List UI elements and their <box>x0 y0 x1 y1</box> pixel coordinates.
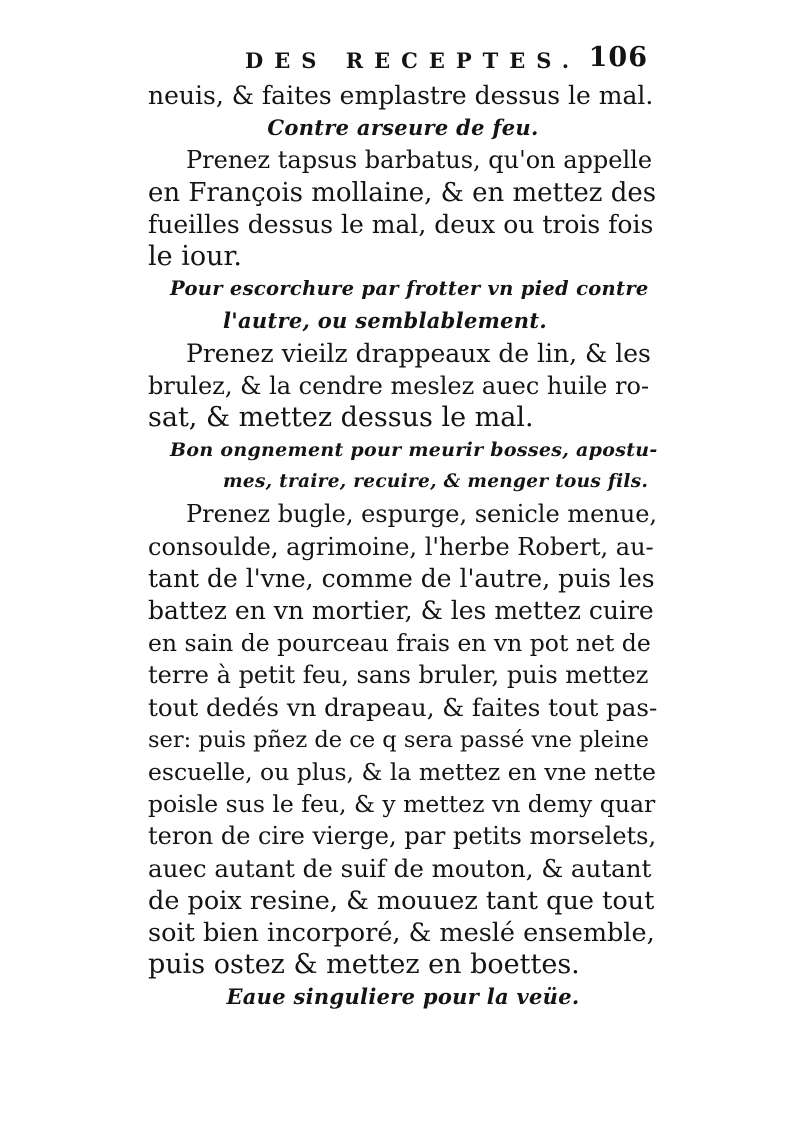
text-line: neuis, & faites emplastre dessus le mal. <box>148 81 654 110</box>
page-header <box>140 42 660 82</box>
section-heading: Contre arseure de feu. <box>267 115 539 141</box>
section-heading: Pour escorchure par frotter vn pied contre <box>170 277 649 301</box>
text-line: ser: puis pñez de ce q sera passé vne pleine <box>148 726 649 753</box>
body-text <box>148 80 658 1013</box>
text-line: poisle sus le feu, & y mettez vn demy quar <box>148 790 656 819</box>
text-line: teron de cire vierge, par petits morselets, <box>148 822 657 851</box>
text-line: brulez, & la cendre meslez auec huile ro- <box>148 371 650 400</box>
page-number: 106 <box>588 42 648 73</box>
section-heading: Eaue singuliere pour la veüe. <box>226 984 580 1010</box>
text-line: auec autant de suif de mouton, & autant <box>148 853 652 883</box>
running-head: DES RECEPTES. <box>245 48 581 73</box>
text-line: tant de l'vne, comme de l'autre, puis les <box>148 563 655 593</box>
text-line: escuelle, ou plus, & la mettez en vne nette <box>148 757 656 786</box>
text-line: Prenez bugle, espurge, senicle menue, <box>186 500 658 529</box>
section-heading-continued: l'autre, ou semblablement. <box>223 308 547 334</box>
text-line: Prenez vieilz drappeaux de lin, & les <box>186 338 651 368</box>
text-line: en François mollaine, & en mettez des <box>148 177 657 208</box>
text-line: tout dedés vn drapeau, & faites tout pas- <box>148 692 658 722</box>
section-heading: Bon ongnement pour meurir bosses, apostu- <box>170 439 658 462</box>
text-line: Prenez tapsus barbatus, qu'on appelle <box>186 146 653 175</box>
text-line: soit bien incorporé, & meslé ensemble, <box>148 917 655 948</box>
text-line: puis ostez & mettez en boettes. <box>148 949 580 981</box>
text-line: battez en vn mortier, & les mettez cuire <box>148 596 654 625</box>
text-line: terre à petit feu, sans bruler, puis mettez <box>148 661 649 690</box>
section-heading-continued: mes, traire, recuire, & menger tous fils. <box>223 471 649 493</box>
text-line: de poix resine, & mouuez tant que tout <box>148 885 655 916</box>
text-line: fueilles dessus le mal, deux ou trois fois <box>148 209 654 239</box>
text-line: le iour. <box>148 240 242 272</box>
text-line: en sain de pourceau frais en vn pot net de <box>148 629 651 658</box>
text-line: consoulde, agrimoine, l'herbe Robert, au- <box>148 532 654 561</box>
text-line: sat, & mettez dessus le mal. <box>148 401 534 433</box>
